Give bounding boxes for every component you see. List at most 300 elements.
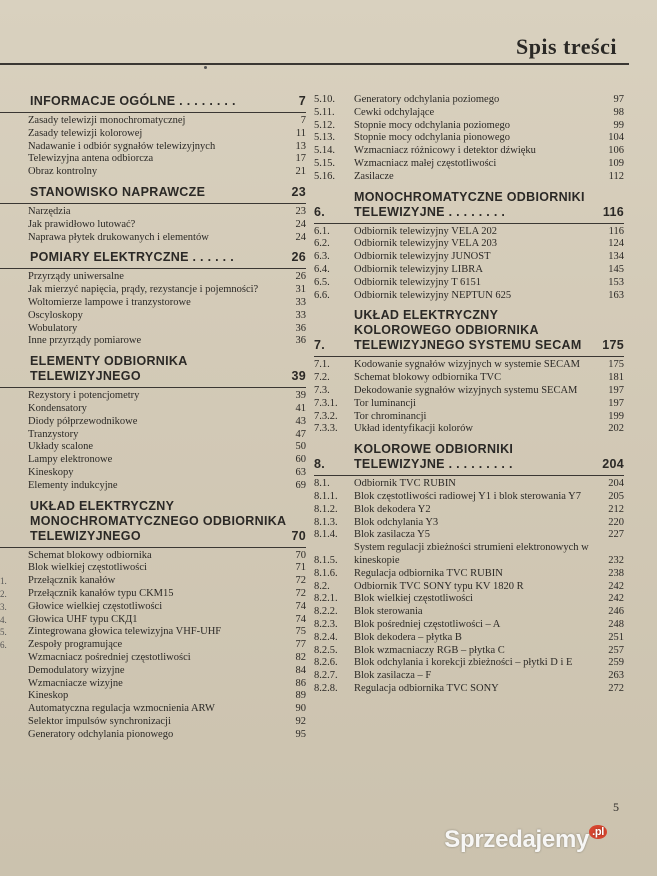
entry-number: 5.15. bbox=[314, 157, 335, 169]
toc-entry bbox=[314, 619, 624, 632]
entry-page: 199 bbox=[608, 410, 624, 422]
entry-page: 36 bbox=[295, 335, 306, 347]
toc-section bbox=[314, 190, 624, 303]
section-heading bbox=[314, 308, 624, 357]
entry-title: Blok sterowania bbox=[354, 606, 423, 618]
entry-page: 95 bbox=[295, 728, 306, 740]
entry-title: Schemat blokowy odbiornika bbox=[28, 549, 152, 561]
entry-number: 7.3.1. bbox=[314, 397, 338, 409]
entry-page: 98 bbox=[613, 106, 624, 118]
entry-number: 8.2. bbox=[314, 580, 330, 592]
toc-entry bbox=[314, 372, 624, 385]
toc-entry bbox=[314, 290, 624, 303]
entry-title: Dekodowanie sygnałów wizyjnych systemu SECAM bbox=[354, 384, 578, 396]
entry-title: Tor luminancji bbox=[354, 397, 416, 409]
section-heading bbox=[314, 190, 624, 224]
toc-entry bbox=[314, 264, 624, 277]
entry-title: Odbiornik telewizyjny VELA 202 bbox=[354, 225, 497, 237]
toc-entry bbox=[0, 678, 306, 691]
section-page: 26 bbox=[291, 250, 306, 265]
entry-number: 7.3.3. bbox=[314, 423, 338, 435]
toc-entry bbox=[0, 665, 306, 678]
entry-page: 47 bbox=[295, 428, 306, 440]
entry-title: Odbiornik telewizyjny JUNOST bbox=[354, 251, 491, 263]
toc-entry bbox=[314, 606, 624, 619]
entry-title: Tor chrominancji bbox=[354, 410, 427, 422]
toc-entry bbox=[314, 478, 624, 491]
entry-number: 5.13. bbox=[314, 132, 335, 144]
entry-page: 39 bbox=[295, 390, 306, 402]
entry-title: Regulacja odbiornika TVC SONY bbox=[354, 682, 499, 694]
entry-title: Blok częstotliwości radiowej Y1 i blok sterowania Y7 bbox=[354, 490, 581, 502]
entry-page: 75 bbox=[295, 626, 306, 638]
section-heading bbox=[0, 185, 306, 204]
entry-number: 6.4. bbox=[314, 263, 330, 275]
entry-title: Wzmacniacz małej częstotliwości bbox=[354, 157, 497, 169]
entry-number: 5.12. bbox=[314, 119, 335, 131]
entry-page: 263 bbox=[608, 670, 624, 682]
toc-entry bbox=[0, 716, 306, 729]
section-title: ELEMENTY ODBIORNIKA TELEWIZYJNEGO bbox=[30, 354, 188, 384]
toc-left-column bbox=[0, 94, 306, 747]
toc-entry bbox=[314, 542, 624, 568]
toc-entry bbox=[0, 429, 306, 442]
entry-title: Zasilacze bbox=[354, 170, 394, 182]
toc-section bbox=[0, 354, 306, 492]
section-heading bbox=[0, 250, 306, 269]
section-page: 23 bbox=[291, 184, 306, 199]
entry-title: Naprawa płytek drukowanych i elementów bbox=[28, 231, 209, 243]
entry-title: Zespoły programujące bbox=[28, 639, 123, 651]
entry-page: 72 bbox=[295, 575, 306, 587]
entry-page: 33 bbox=[295, 296, 306, 308]
entry-title: System regulacji zbieżności strumieni elektronowych w kineskopie bbox=[354, 542, 589, 566]
toc-entry bbox=[314, 529, 624, 542]
toc-section bbox=[0, 94, 306, 179]
entry-title: Wobulatory bbox=[28, 322, 78, 334]
entry-page: 26 bbox=[295, 271, 306, 283]
entry-page: 90 bbox=[295, 703, 306, 715]
entry-title: Kineskop bbox=[28, 690, 69, 702]
toc-entry bbox=[314, 683, 624, 696]
entry-title: Zasady telewizji monochromatycznej bbox=[28, 115, 186, 126]
toc-entry bbox=[0, 614, 306, 627]
entry-number: 7.3. bbox=[314, 384, 330, 396]
entry-title: Blok dekodera – płytka B bbox=[354, 631, 462, 643]
entry-page: 41 bbox=[295, 402, 306, 414]
entry-page: 251 bbox=[608, 631, 624, 643]
toc-entry bbox=[0, 166, 306, 179]
entry-page: 116 bbox=[608, 225, 624, 237]
section-number: 6. bbox=[314, 204, 326, 219]
toc-entry bbox=[0, 652, 306, 665]
toc-entry bbox=[314, 632, 624, 645]
entry-title: Automatyczna regulacja wzmocnienia ARW bbox=[28, 703, 215, 715]
entry-page: 74 bbox=[295, 600, 306, 612]
toc-entry bbox=[314, 226, 624, 239]
entry-page: 205 bbox=[608, 490, 624, 502]
entry-number: 1. bbox=[0, 576, 7, 587]
entry-page: 11 bbox=[295, 127, 306, 139]
toc-entry bbox=[314, 423, 624, 436]
entry-number: 5.16. bbox=[314, 170, 335, 182]
entry-title: Blok wielkiej częstotliwości bbox=[354, 593, 473, 605]
entry-title: Odbiornik telewizyjny NEPTUN 625 bbox=[354, 289, 512, 301]
toc-entry bbox=[0, 454, 306, 467]
section-title: POMIARY ELEKTRYCZNE . . . . . . bbox=[30, 250, 234, 265]
entry-page: 70 bbox=[295, 549, 306, 561]
entry-page: 197 bbox=[608, 384, 624, 396]
toc-entry bbox=[314, 238, 624, 251]
section-title: KOLOROWE ODBIORNIKI TELEWIZYJNE . . . . . . . . . bbox=[354, 442, 514, 472]
section-page: 175 bbox=[602, 338, 624, 353]
entry-number: 8.1.2. bbox=[314, 503, 338, 515]
page-title: Spis treści bbox=[515, 34, 617, 59]
entry-number: 5. bbox=[0, 627, 7, 638]
entry-number: 8.1.3. bbox=[314, 516, 338, 528]
toc-entry bbox=[0, 690, 306, 703]
toc-entry bbox=[314, 132, 624, 145]
entry-title: Blok zasilacza Y5 bbox=[354, 529, 430, 541]
section-page: 39 bbox=[291, 369, 306, 384]
section-page: 70 bbox=[291, 528, 306, 543]
toc-entry bbox=[314, 398, 624, 411]
entry-number: 8.1.1. bbox=[314, 490, 338, 502]
entry-title: Wzmacniacz różnicowy i detektor dźwięku bbox=[354, 145, 536, 157]
toc-entry bbox=[0, 480, 306, 493]
section-title: UKŁAD ELEKTRYCZNY KOLOROWEGO ODBIORNIKA TELEWIZYJNEGO SYSTEMU SECAM bbox=[354, 308, 582, 353]
entry-page: 31 bbox=[295, 284, 306, 296]
entry-page: 24 bbox=[295, 218, 306, 230]
entry-page: 181 bbox=[608, 372, 624, 384]
toc-right-column bbox=[314, 94, 624, 702]
entry-page: 77 bbox=[295, 639, 306, 651]
entry-title: Blok pośredniej częstotliwości – A bbox=[354, 618, 501, 630]
toc-entry bbox=[314, 385, 624, 398]
section-page: 7 bbox=[298, 94, 306, 108]
entry-page: 74 bbox=[295, 613, 306, 625]
entry-page: 238 bbox=[608, 567, 624, 579]
entry-page: 212 bbox=[608, 503, 624, 515]
entry-page: 227 bbox=[608, 529, 624, 541]
toc-entry bbox=[314, 107, 624, 120]
toc-entry bbox=[0, 297, 306, 310]
entry-title: Generatory odchylania pionowego bbox=[28, 728, 174, 740]
section-heading bbox=[0, 499, 306, 548]
toc-entry bbox=[0, 550, 306, 563]
toc-entry bbox=[314, 158, 624, 171]
entry-number: 8.2.5. bbox=[314, 644, 338, 656]
toc-entry bbox=[314, 517, 624, 530]
section-number: 8. bbox=[314, 457, 326, 472]
toc-entry bbox=[0, 575, 306, 588]
entry-number: 7.3.2. bbox=[314, 410, 338, 422]
toc-entry bbox=[0, 219, 306, 232]
toc-entry bbox=[314, 94, 624, 107]
entry-title: Narzędzia bbox=[28, 205, 71, 217]
toc-entry bbox=[314, 581, 624, 594]
page-speck bbox=[204, 66, 207, 69]
toc-entry bbox=[0, 703, 306, 716]
toc-entry bbox=[314, 657, 624, 670]
entry-number: 6.2. bbox=[314, 238, 330, 250]
entry-title: Jak prawidłowo lutować? bbox=[28, 218, 136, 230]
toc-entry bbox=[314, 277, 624, 290]
entry-title: Blok wielkiej częstotliwości bbox=[28, 562, 147, 574]
entry-title: Układ identyfikacji kolorów bbox=[354, 423, 473, 435]
entry-title: Nadawanie i odbiór sygnałów telewizyjnych bbox=[28, 140, 216, 152]
entry-title: Odbiornik telewizyjny LIBRA bbox=[354, 263, 483, 275]
toc-entry bbox=[314, 145, 624, 158]
entry-page: 36 bbox=[295, 322, 306, 334]
section-title: INFORMACJE OGÓLNE . . . . . . . . bbox=[30, 94, 236, 108]
entry-title: Obraz kontrolny bbox=[28, 166, 98, 178]
entry-title: Blok dekodera Y2 bbox=[354, 503, 431, 515]
entry-page: 43 bbox=[295, 415, 306, 427]
entry-title: Zintegrowana głowica telewizyjna VHF-UHF bbox=[28, 626, 222, 638]
entry-page: 124 bbox=[608, 238, 624, 250]
entry-title: Diody półprzewodnikowe bbox=[28, 415, 138, 427]
entry-number: 2. bbox=[0, 588, 7, 599]
entry-page: 33 bbox=[295, 309, 306, 321]
entry-title: Schemat blokowy odbiornika TVC bbox=[354, 372, 502, 384]
section-title: UKŁAD ELEKTRYCZNY MONOCHROMATYCZNEGO ODBIORNIKA TELEWIZYJNEGO bbox=[30, 498, 286, 543]
entry-page: 63 bbox=[295, 466, 306, 478]
entry-page: 242 bbox=[608, 580, 624, 592]
entry-title: Inne przyrządy pomiarowe bbox=[28, 335, 142, 347]
entry-page: 109 bbox=[608, 157, 624, 169]
entry-number: 8.2.1. bbox=[314, 593, 338, 605]
toc-entry bbox=[0, 467, 306, 480]
entry-title: Generatory odchylania poziomego bbox=[354, 94, 500, 105]
toc-entry bbox=[0, 323, 306, 336]
entry-title: Stopnie mocy odchylania pionowego bbox=[354, 132, 511, 144]
entry-page: 106 bbox=[608, 145, 624, 157]
entry-number: 8.2.8. bbox=[314, 682, 338, 694]
entry-number: 8.1. bbox=[314, 478, 330, 490]
toc-entry bbox=[0, 390, 306, 403]
toc-section bbox=[0, 499, 306, 742]
entry-page: 104 bbox=[608, 132, 624, 144]
entry-title: Wzmacniacze wizyjne bbox=[28, 677, 123, 689]
entry-page: 153 bbox=[608, 276, 624, 288]
entry-page: 134 bbox=[608, 251, 624, 263]
entry-page: 145 bbox=[608, 263, 624, 275]
entry-number: 6.6. bbox=[314, 289, 330, 301]
entry-title: Lampy elektronowe bbox=[28, 454, 113, 466]
toc-entry bbox=[314, 645, 624, 658]
entry-title: Głowica UHF typu СКД1 bbox=[28, 613, 138, 625]
header-rule bbox=[0, 63, 629, 65]
entry-title: Selektor impulsów synchronizacji bbox=[28, 715, 171, 727]
toc-entry bbox=[0, 639, 306, 652]
entry-page: 220 bbox=[608, 516, 624, 528]
entry-page: 197 bbox=[608, 397, 624, 409]
toc-entry bbox=[0, 271, 306, 284]
entry-page: 21 bbox=[295, 166, 306, 178]
entry-title: Odbiornik telewizyjny VELA 203 bbox=[354, 238, 497, 250]
section-heading bbox=[0, 354, 306, 388]
entry-number: 7.2. bbox=[314, 372, 330, 384]
entry-title: Blok odchylania i korekcji zbieżności – płytki D i E bbox=[354, 657, 573, 669]
entry-title: Odbiornik TVC RUBIN bbox=[354, 478, 456, 490]
entry-number: 6.5. bbox=[314, 276, 330, 288]
toc-entry bbox=[314, 359, 624, 372]
entry-title: Rezystory i potencjometry bbox=[28, 390, 140, 402]
entry-title: Kodowanie sygnałów wizyjnych w systemie SECAM bbox=[354, 359, 581, 371]
entry-title: Stopnie mocy odchylania poziomego bbox=[354, 119, 511, 131]
entry-title: Przełącznik kanałów bbox=[28, 575, 116, 587]
entry-page: 13 bbox=[295, 140, 306, 152]
section-number: 7. bbox=[314, 338, 326, 353]
entry-number: 8.1.4. bbox=[314, 529, 338, 541]
toc-entry bbox=[0, 588, 306, 601]
toc-entry bbox=[0, 626, 306, 639]
entry-title: Przyrządy uniwersalne bbox=[28, 271, 124, 283]
entry-title: Telewizyjna antena odbiorcza bbox=[28, 153, 154, 165]
entry-number: 8.2.7. bbox=[314, 670, 338, 682]
entry-number: 6. bbox=[0, 640, 7, 651]
toc-entry bbox=[0, 403, 306, 416]
toc-entry bbox=[314, 171, 624, 184]
toc-entry bbox=[0, 729, 306, 742]
entry-page: 99 bbox=[613, 119, 624, 131]
entry-title: Odbiornik telewizyjny T 6151 bbox=[354, 276, 482, 288]
entry-number: 5.10. bbox=[314, 94, 335, 105]
section-page: 204 bbox=[602, 457, 624, 472]
toc-entry bbox=[314, 568, 624, 581]
entry-page: 72 bbox=[295, 587, 306, 599]
entry-number: 8.2.4. bbox=[314, 631, 338, 643]
entry-number: 3. bbox=[0, 601, 7, 612]
toc-entry bbox=[0, 115, 306, 128]
toc-entry bbox=[314, 491, 624, 504]
entry-page: 24 bbox=[295, 231, 306, 243]
toc-entry bbox=[0, 601, 306, 614]
toc-entry bbox=[314, 251, 624, 264]
entry-title: Zasady telewizji kolorowej bbox=[28, 127, 143, 139]
entry-title: Jak mierzyć napięcia, prądy, rezystancje i pojemności? bbox=[28, 284, 259, 296]
page-number: 5 bbox=[613, 800, 619, 814]
toc-entry bbox=[0, 141, 306, 154]
toc-entry bbox=[0, 441, 306, 454]
entry-title: Przełącznik kanałów typu CKM15 bbox=[28, 587, 174, 599]
section-title: STANOWISKO NAPRAWCZE bbox=[30, 184, 206, 199]
entry-number: 6.1. bbox=[314, 225, 330, 237]
entry-page: 82 bbox=[295, 651, 306, 663]
entry-page: 232 bbox=[608, 554, 624, 566]
entry-page: 69 bbox=[295, 479, 306, 491]
toc-entry bbox=[0, 232, 306, 245]
toc-entry bbox=[314, 670, 624, 683]
section-heading bbox=[314, 442, 624, 476]
entry-page: 17 bbox=[295, 153, 306, 165]
section-heading bbox=[0, 94, 306, 113]
entry-title: Cewki odchylające bbox=[354, 106, 435, 118]
entry-title: Głowice wielkiej częstotliwości bbox=[28, 600, 163, 612]
entry-page: 71 bbox=[295, 562, 306, 574]
toc-section bbox=[314, 94, 624, 184]
section-page: 116 bbox=[602, 204, 624, 219]
watermark-suffix: .pl bbox=[589, 825, 607, 839]
entry-number: 6.3. bbox=[314, 251, 330, 263]
watermark-logo bbox=[444, 826, 607, 854]
entry-number: 8.2.3. bbox=[314, 618, 338, 630]
toc-section bbox=[0, 250, 306, 348]
toc-entry bbox=[314, 593, 624, 606]
entry-title: Elementy indukcyjne bbox=[28, 479, 118, 491]
entry-page: 246 bbox=[608, 606, 624, 618]
entry-page: 248 bbox=[608, 618, 624, 630]
toc-entry bbox=[0, 153, 306, 166]
toc-entry bbox=[0, 310, 306, 323]
watermark-text: Sprzedajemy bbox=[444, 826, 590, 853]
toc-section bbox=[314, 308, 624, 436]
entry-number: 7.1. bbox=[314, 359, 330, 371]
entry-title: Tranzystory bbox=[28, 428, 79, 440]
toc-entry bbox=[314, 120, 624, 133]
entry-page: 50 bbox=[295, 441, 306, 453]
entry-page: 272 bbox=[608, 682, 624, 694]
entry-page: 204 bbox=[608, 478, 624, 490]
section-title: MONOCHROMATYCZNE ODBIORNIKI TELEWIZYJNE . . . . . . . . bbox=[354, 189, 585, 219]
entry-number: 8.1.5. bbox=[314, 554, 338, 566]
toc-entry bbox=[0, 335, 306, 348]
toc-entry bbox=[314, 411, 624, 424]
toc-entry bbox=[0, 206, 306, 219]
toc-entry bbox=[0, 284, 306, 297]
entry-page: 7 bbox=[300, 115, 306, 126]
entry-title: Oscyloskopy bbox=[28, 309, 83, 321]
entry-title: Kondensatory bbox=[28, 402, 87, 414]
entry-page: 257 bbox=[608, 644, 624, 656]
entry-page: 89 bbox=[295, 690, 306, 702]
entry-number: 8.2.6. bbox=[314, 657, 338, 669]
entry-title: Odbiornik TVC SONY typu KV 1820 R bbox=[354, 580, 524, 592]
entry-number: 4. bbox=[0, 614, 7, 625]
entry-number: 8.1.6. bbox=[314, 567, 338, 579]
entry-title: Woltomierze lampowe i tranzystorowe bbox=[28, 296, 191, 308]
entry-page: 60 bbox=[295, 454, 306, 466]
entry-title: Blok zasilacza – F bbox=[354, 670, 432, 682]
entry-number: 5.14. bbox=[314, 145, 335, 157]
toc-entry bbox=[0, 416, 306, 429]
entry-page: 86 bbox=[295, 677, 306, 689]
entry-page: 97 bbox=[613, 94, 624, 105]
entry-title: Demodulatory wizyjne bbox=[28, 664, 125, 676]
toc-section bbox=[0, 185, 306, 244]
entry-title: Kineskopy bbox=[28, 466, 74, 478]
toc-entry bbox=[314, 504, 624, 517]
entry-title: Blok odchylania Y3 bbox=[354, 516, 439, 528]
entry-title: Wzmacniacz pośredniej częstotliwości bbox=[28, 651, 191, 663]
entry-page: 92 bbox=[295, 715, 306, 727]
entry-page: 112 bbox=[608, 170, 624, 182]
entry-title: Regulacja odbiornika TVC RUBIN bbox=[354, 567, 503, 579]
entry-number: 8.2.2. bbox=[314, 606, 338, 618]
entry-page: 242 bbox=[608, 593, 624, 605]
entry-title: Układy scalone bbox=[28, 441, 94, 453]
toc-entry bbox=[0, 562, 306, 575]
entry-page: 202 bbox=[608, 423, 624, 435]
entry-page: 259 bbox=[608, 657, 624, 669]
entry-number: 5.11. bbox=[314, 106, 335, 118]
entry-page: 84 bbox=[295, 664, 306, 676]
entry-title: Blok wzmacniaczy RGB – płytka C bbox=[354, 644, 505, 656]
toc-section bbox=[314, 442, 624, 696]
entry-page: 175 bbox=[608, 359, 624, 371]
entry-page: 163 bbox=[608, 289, 624, 301]
